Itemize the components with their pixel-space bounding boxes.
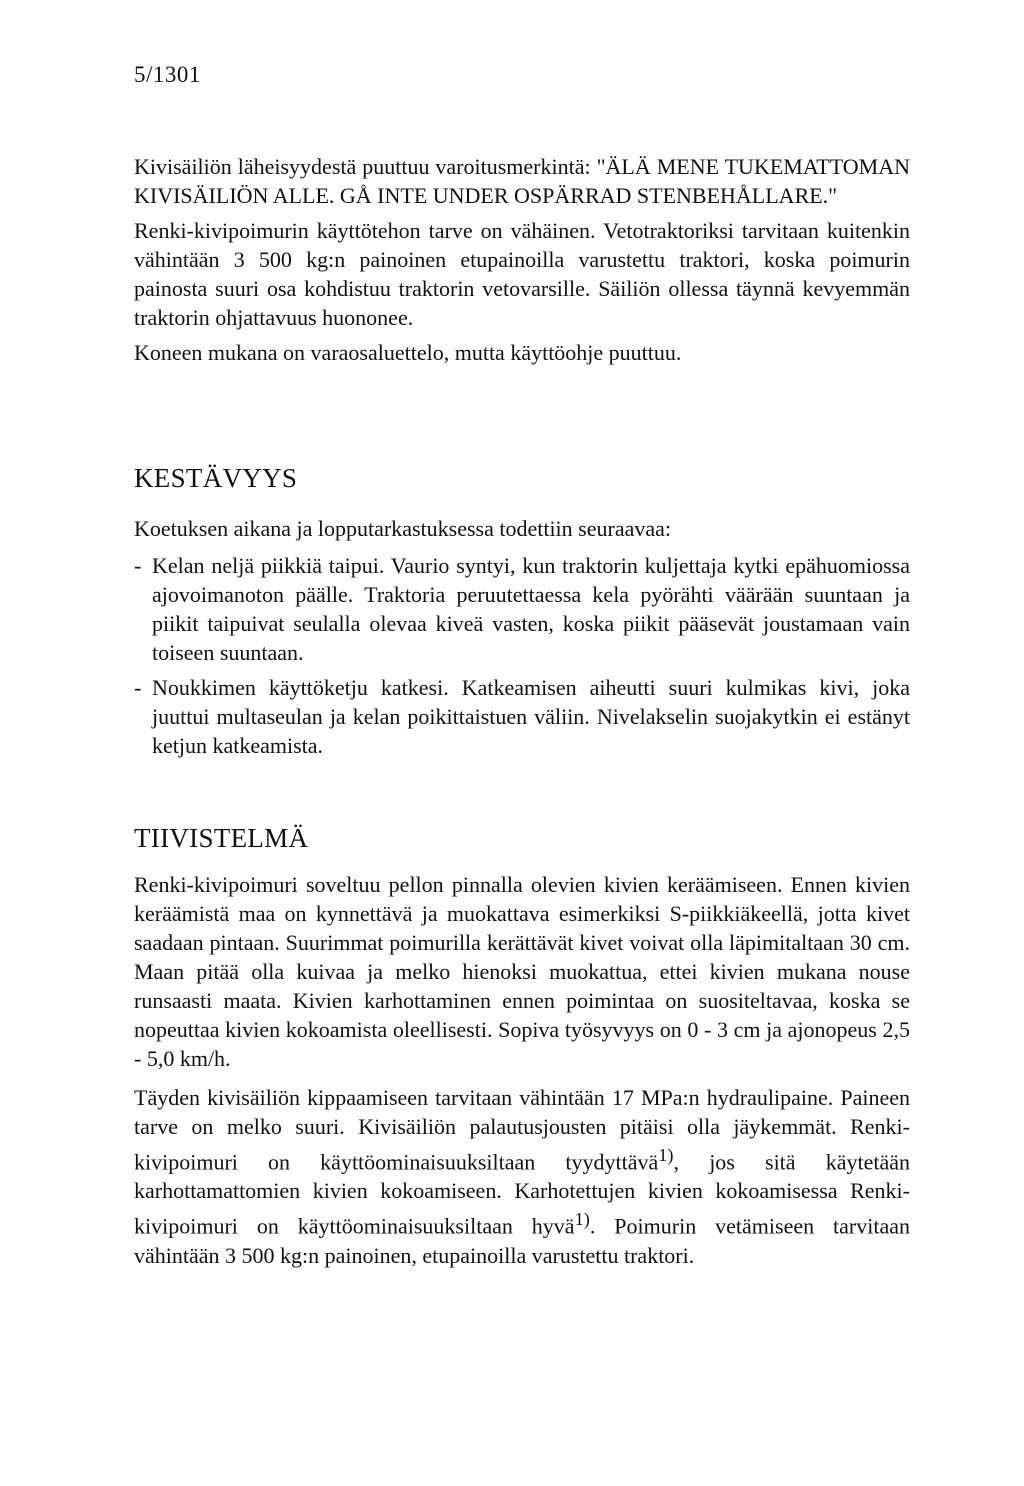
summary-heading: TIIVISTELMÄ: [134, 823, 309, 853]
summary-section: [134, 823, 910, 1280]
durability-heading: KESTÄVYYS: [134, 463, 298, 493]
summary-paragraph-2: [134, 1083, 910, 1270]
summary-text-part-3: . Poimurin vetämiseen tarvitaan vähintään 3 500 kg:n painoinen, etupainoilla varustettu traktori.: [134, 1213, 911, 1268]
page-number: 5/1301: [134, 62, 201, 87]
durability-lead: Koetuksen aikana ja lopputarkastuksessa todettiin seuraavaa:: [134, 516, 671, 541]
list-item-text: Kelan neljä piikkiä taipui. Vaurio syntyi, kun traktorin kuljettaja kytki epähuomiossa ajovoimanoton päälle. Traktoria peruutettaessa kela pyörähti väärään suuntaan ja piikit taipuivat seulalla olevaa kiveä vasten, koska piikit pääsevät joustamaan vain toiseen suuntaan.: [152, 553, 910, 665]
manual-paragraph: Koneen mukana on varaosaluettelo, mutta käyttöohje puuttuu.: [134, 340, 682, 365]
footnote-marker: 1): [574, 1209, 590, 1230]
tractor-requirement-paragraph: Renki-kivipoimurin käyttötehon tarve on vähäinen. Vetotraktoriksi tarvitaan kuitenkin vähintään 3 500 kg:n painoinen etupainoilla varustettu traktori, koska poimurin painosta suuri osa kohdistuu traktorin vetovarsille. Säiliön ollessa täynnä kevyemmän traktorin ohjattavuus huononee.: [134, 218, 910, 330]
summary-text-part-1: Täyden kivisäiliön kippaamiseen tarvitaan vähintään 17 MPa:n hydraulipaine. Paineen tarve on melko suuri. Kivisäiliön palautusjousten pitäisi olla jäykemmät. Renki-kivipoimuri on käyttöominaisuuksiltaan tyydyttävä: [134, 1085, 910, 1175]
summary-text-part-2: , jos sitä käytetään karhottamattomien kivien kokoamiseen. Karhotettujen kivien kokoamisessa Renki-kivipoimuri on käyttöominaisuuksiltaan hyvä: [134, 1149, 910, 1239]
bullet-dash: -: [134, 553, 142, 578]
list-item: [134, 551, 910, 667]
list-item-text: Noukkimen käyttöketju katkesi. Katkeamisen aiheutti suuri kulmikas kivi, joka juuttui multaseulan ja kelan poikittaistuen väliin. Nivelakselin suojakytkin ei estänyt ketjun katkeamista.: [152, 675, 910, 758]
bullet-dash: -: [134, 675, 142, 700]
footnote-marker: 1): [658, 1145, 674, 1165]
warning-paragraph: Kivisäiliön läheisyydestä puuttuu varoitusmerkintä: "ÄLÄ MENE TUKEMATTOMAN KIVISÄILIÖN ALLE. GÅ INTE UNDER OSPÄRRAD STENBEHÅLLARE.": [134, 154, 910, 208]
intro-section: [134, 152, 910, 373]
list-item: [134, 673, 910, 760]
summary-paragraph-1: Renki-kivipoimuri soveltuu pellon pinnalla olevien kivien keräämiseen. Ennen kivien keräämistä maa on kynnettävä ja muokattava esimerkiksi S-piikkiäkeellä, jotta kivet saadaan pintaan. Suurimmat poimurilla kerättävät kivet voivat olla läpimitaltaan 30 cm. Maan pitää olla kuivaa ja melko hienoksi muokattua, ettei kivien mukana nouse runsaasti maata. Kivien karhottaminen ennen poimintaa on suositeltavaa, koska se nopeuttaa kivien kokoamista oleellisesti. Sopiva työsyvyys on 0 - 3 cm ja ajonopeus 2,5 - 5,0 km/h.: [134, 872, 910, 1071]
durability-section: [134, 463, 910, 766]
